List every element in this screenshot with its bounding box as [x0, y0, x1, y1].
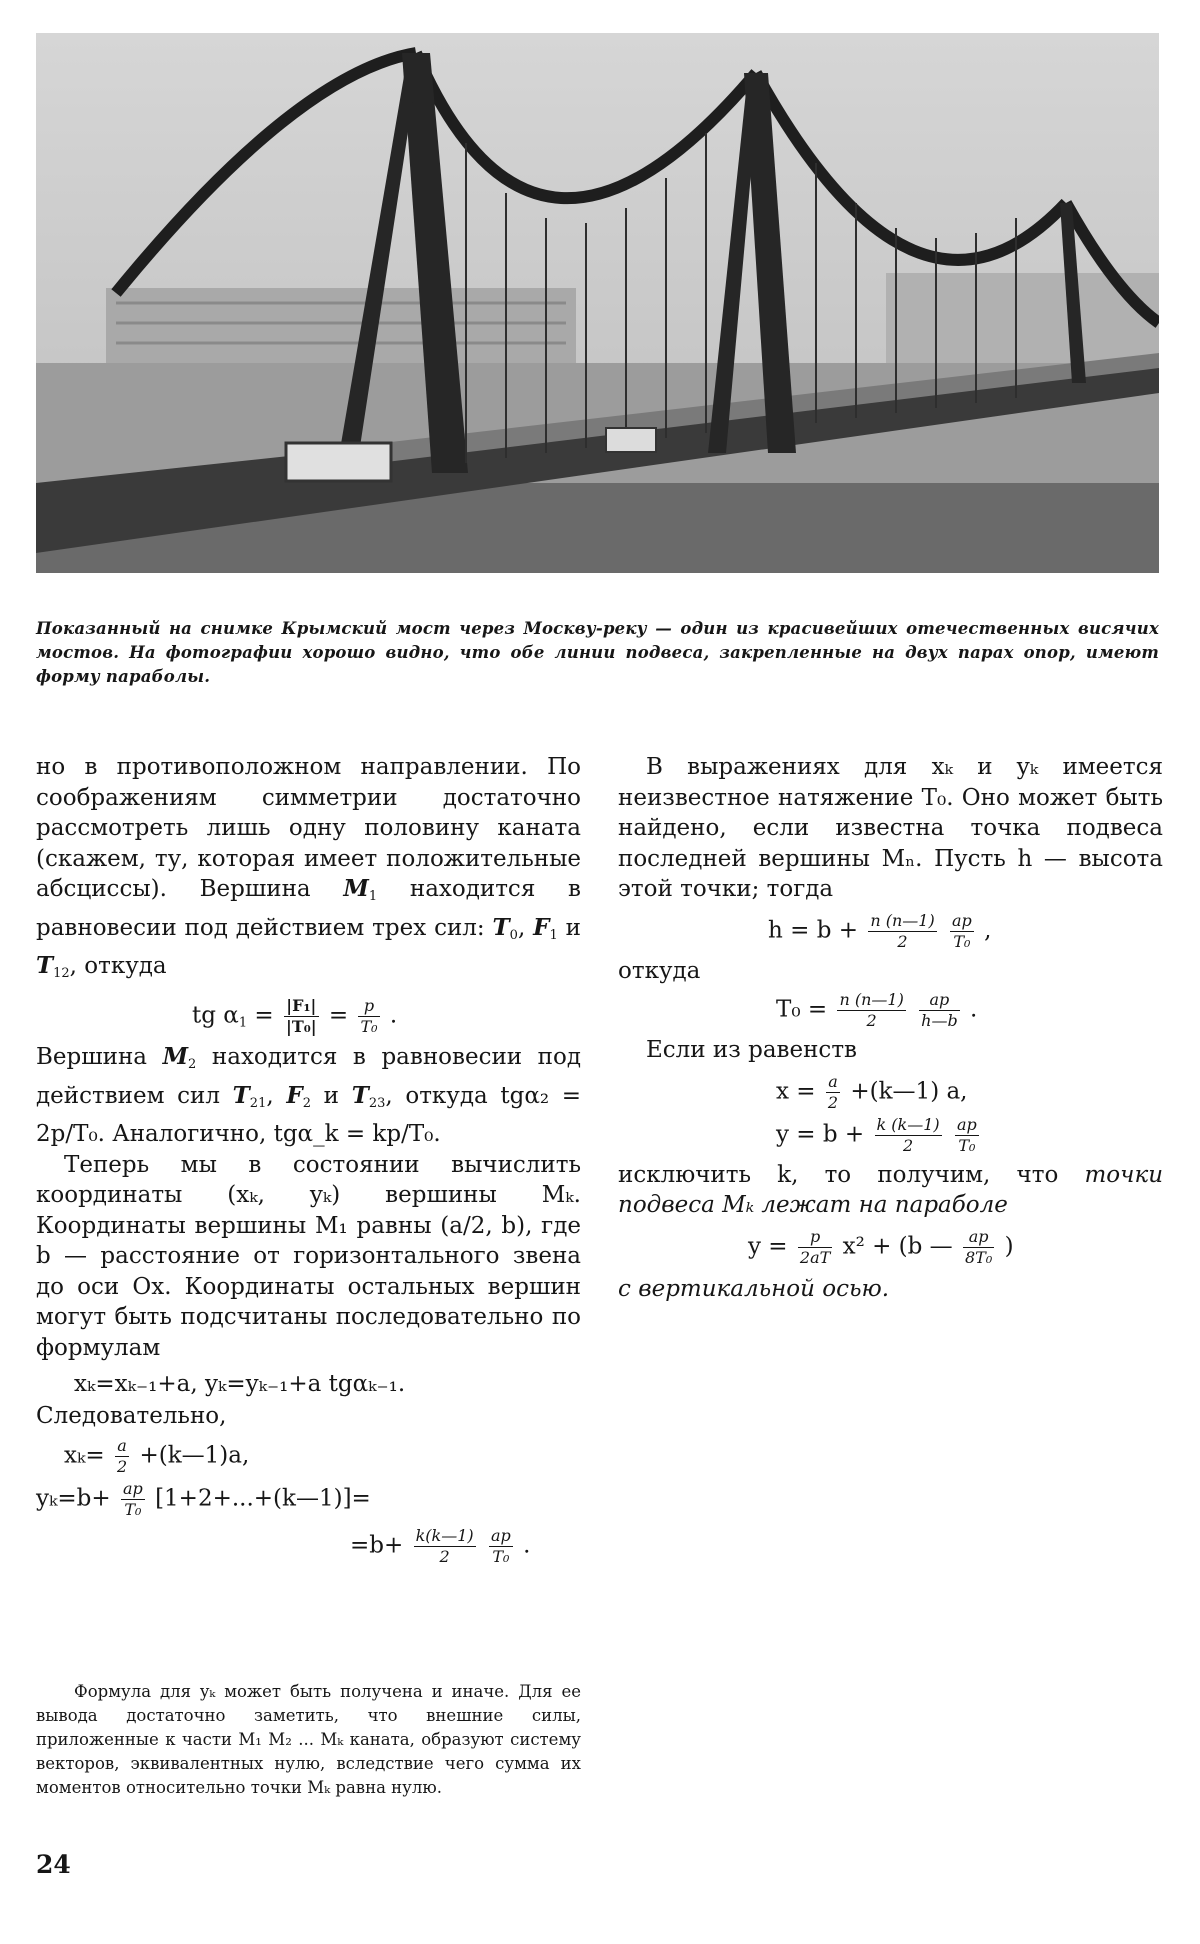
footnote: Формула для yₖ может быть получена и иначе. Для ее вывода достаточно заметить, что внешние силы, приложенные к части M₁ M₂ ... Mₖ каната, образуют систему векторов, эквивалентных нулю, вследствие чего сумма их моментов относительно точки Mₖ равна нулю.	[36, 1682, 581, 1797]
numerator: ap	[490, 1525, 511, 1545]
paragraph: Теперь мы в состоянии вычислить координаты (xₖ, yₖ) вершины Mₖ. Координаты вершины M₁ равны (a/2, b), где b — расстояние от горизонтального звена до оси Ox. Координаты остальных вершин могут быть подсчитаны последовательно по формулам	[36, 1151, 581, 1361]
fraction	[963, 1227, 994, 1268]
symbol: F	[286, 1081, 303, 1109]
denominator: T₀	[360, 1016, 378, 1036]
text: , откуда tgα₂ = 2p/T₀. Аналогично, tgα_k = kp/T₀.	[36, 1082, 582, 1147]
page-number: 24	[36, 1850, 71, 1879]
formula-text: .	[523, 1532, 531, 1558]
formula-text: h = b +	[768, 917, 859, 943]
formula-tg-alpha1: tg $\alpha_1$ = $\frac{\text{|F₁|}}{\text{|T₀|}}$ = $\frac{p}{\text{T₀}}$ .	[192, 995, 398, 1036]
numerator: a	[115, 1436, 129, 1457]
right-column	[618, 752, 1163, 1304]
text: , откуда	[69, 953, 167, 979]
fraction	[358, 996, 379, 1037]
formula-text: [1+2+...+(k—1)]=	[155, 1485, 371, 1511]
denominator: 8T₀	[965, 1247, 993, 1267]
fraction	[121, 1479, 145, 1520]
formula-text: +(k—1) a,	[850, 1078, 968, 1104]
formula-text: =b+	[350, 1532, 404, 1558]
symbol: M	[343, 875, 369, 902]
subscript: 0	[509, 927, 518, 943]
formula-text: y = b +	[776, 1121, 865, 1147]
denominator: T₀	[958, 1135, 976, 1155]
denominator: 2	[116, 1456, 128, 1476]
bus	[286, 443, 391, 481]
bridge-photo	[36, 33, 1159, 573]
fraction	[414, 1526, 476, 1567]
denominator: 2	[866, 1011, 877, 1030]
formula-text: xₖ=	[64, 1442, 105, 1468]
numerator: p	[358, 996, 379, 1017]
formula-yk-result	[350, 1526, 581, 1567]
fraction	[868, 911, 936, 952]
fraction	[955, 1115, 979, 1156]
formula-y	[776, 1115, 1163, 1156]
subscript: 1	[368, 889, 378, 904]
formula-text: ,	[984, 917, 992, 943]
subscript: 2	[188, 1057, 197, 1072]
paragraph: откуда	[618, 957, 701, 984]
text: находится в равновесии под действием трех сил:	[36, 876, 582, 941]
car	[606, 428, 656, 452]
formula-text: )	[1004, 1233, 1014, 1259]
formula-text: x² + (b —	[842, 1233, 953, 1259]
formula-text: x =	[776, 1078, 816, 1104]
formula-recurrence: xₖ=xₖ₋₁+a, yₖ=yₖ₋₁+a tgαₖ₋₁.	[74, 1371, 406, 1397]
symbol: F	[533, 913, 550, 941]
numerator: |F₁|	[284, 996, 319, 1017]
denominator: 2	[827, 1092, 839, 1112]
text: но в противоположном направлении. По соображениям симметрии достаточно рассмотреть лишь одну половину каната (скажем, ту, которая имеет положительные абсциссы). Вершина	[36, 754, 581, 902]
denominator: 2aT	[799, 1247, 831, 1267]
subscript: 2	[302, 1095, 311, 1111]
formula-text: tg α	[192, 1002, 239, 1028]
paragraph	[618, 1160, 1163, 1221]
numerator: k (k—1)	[876, 1114, 940, 1134]
formula-x	[776, 1072, 1163, 1113]
denominator: T₀	[124, 1499, 142, 1519]
text: и	[323, 1082, 339, 1109]
numerator: n (n—1)	[870, 910, 935, 930]
symbol: T	[492, 913, 510, 941]
formula-T0	[776, 990, 1163, 1031]
numerator: ap	[956, 1114, 977, 1134]
text: Вершина	[36, 1044, 147, 1070]
fraction	[115, 1436, 129, 1477]
fraction	[950, 911, 974, 952]
denominator: 2	[902, 1135, 914, 1155]
subscript: 1	[238, 1015, 248, 1030]
denominator: 2	[439, 1546, 450, 1566]
left-column	[36, 752, 581, 1567]
fraction	[826, 1072, 840, 1113]
numerator: ap	[122, 1478, 143, 1498]
bridge-illustration	[36, 33, 1159, 573]
numerator: a	[826, 1072, 840, 1093]
subscript: 21	[249, 1095, 267, 1111]
symbol: T	[351, 1081, 369, 1109]
paragraph: В выражениях для xₖ и yₖ имеется неизвестное натяжение T₀. Оно может быть найдено, если известна точка подвеса последней вершины Mₙ. Пусть h — высота этой точки; тогда	[618, 754, 1163, 902]
photo-caption: Показанный на снимке Крымский мост через Москву-реку — один из красивейших отечественных висячих мостов. На фотографии хорошо видно, что обе линии подвеса, закрепленные на двух парах опор, имеют форму параболы.	[36, 619, 1159, 686]
denominator: T₀	[953, 931, 971, 951]
subscript: 12	[53, 966, 70, 981]
text: и	[565, 914, 581, 941]
denominator: h—b	[921, 1011, 958, 1030]
formula-h	[768, 911, 1163, 952]
fraction	[284, 996, 319, 1037]
denominator: 2	[897, 931, 908, 951]
subscript: 23	[368, 1095, 386, 1111]
numerator: ap	[963, 1227, 994, 1248]
numerator: p	[798, 1227, 832, 1248]
formula-text: T₀ =	[776, 996, 828, 1023]
formula-yk	[36, 1479, 581, 1520]
fraction	[919, 990, 960, 1031]
paragraph: но в противоположном направлении. По соображениям симметрии достаточно рассмотреть лишь одну половину каната (скажем, ту, которая имеет положительные абсциссы). Вершина $M_1$ находится в равновесии под действием трех сил: $T_0$, $F_1$ и $T_{12}$, откуда	[36, 754, 582, 981]
paragraph: Если из равенств	[646, 1037, 857, 1063]
numerator: ap	[952, 910, 972, 930]
formula-xk	[64, 1436, 581, 1477]
paragraph: с вертикальной осью.	[618, 1275, 890, 1302]
fraction	[489, 1526, 513, 1567]
paragraph: Следовательно,	[36, 1403, 227, 1429]
formula-text: yₖ=b+	[36, 1485, 111, 1511]
numerator: k(k—1)	[415, 1525, 474, 1545]
text: находится в равновесии под действием сил	[36, 1044, 582, 1109]
symbol: M	[162, 1043, 189, 1070]
emphasis-text: точки подвеса Mₖ лежат на параболе	[618, 1161, 1164, 1218]
denominator: T₀	[492, 1546, 510, 1566]
formula-text: .	[970, 996, 978, 1023]
fraction	[875, 1115, 942, 1156]
text: исключить k, то получим, что	[618, 1161, 1059, 1188]
numerator: ap	[919, 990, 960, 1011]
fraction	[798, 1227, 832, 1268]
formula-text: y =	[748, 1233, 788, 1259]
symbol: T	[232, 1081, 250, 1109]
subscript: 1	[549, 927, 558, 943]
paragraph: Вершина $M_2$ находится в равновесии под действием сил $T_{21}$, $F_2$ и $T_{23}$, откуда tgα₂ = 2p/T₀. Аналогично, tgα_k = kp/T₀.	[36, 1043, 582, 1147]
symbol: T	[36, 952, 54, 979]
fraction	[837, 990, 905, 1031]
formula-text: +(k—1)a,	[139, 1442, 250, 1468]
denominator: |T₀|	[286, 1016, 317, 1036]
numerator: n (n—1)	[839, 990, 904, 1009]
formula-parabola	[748, 1227, 1163, 1268]
